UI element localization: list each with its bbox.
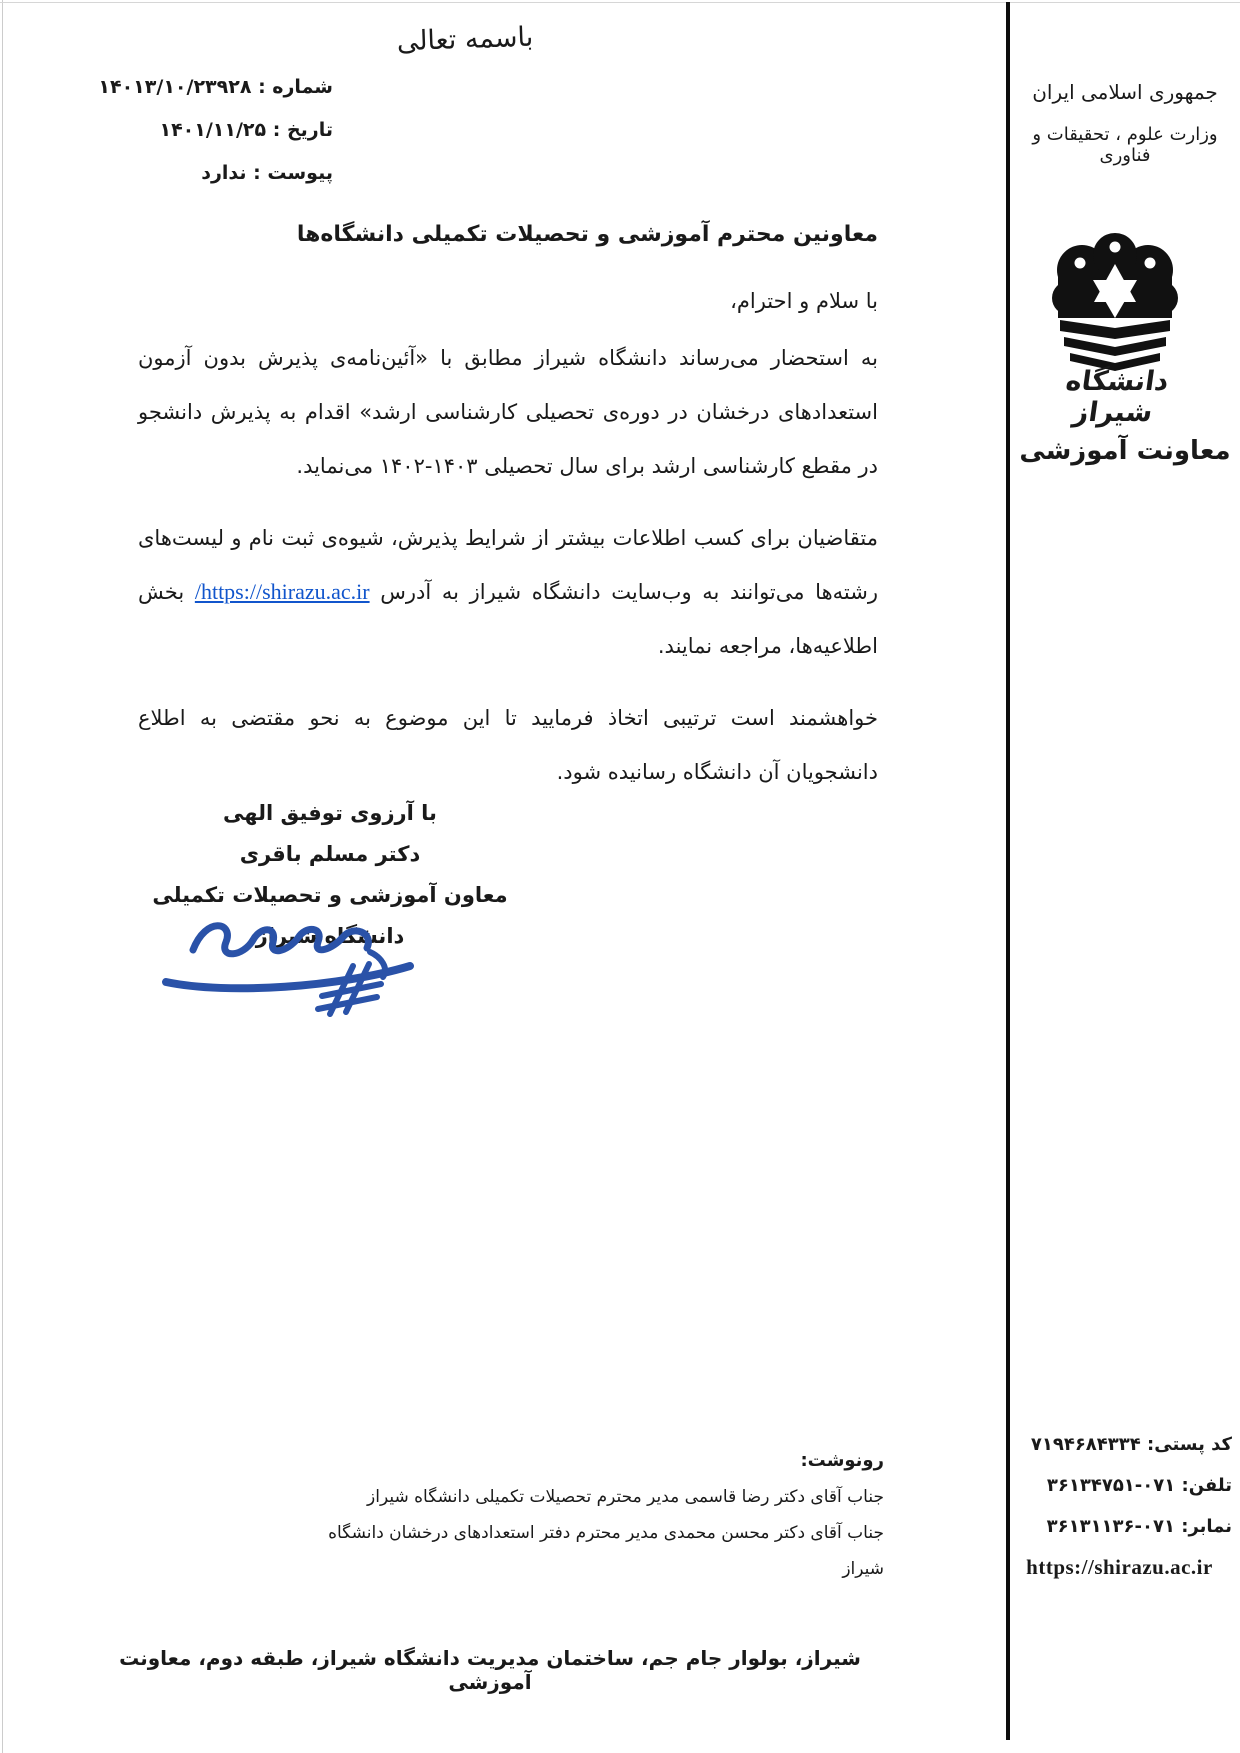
paragraph-announcement: به استحضار می‌رساند دانشگاه شیراز مطابق با «آئین‌نامه‌ی پذیرش بدون آزمون استعدادهای درخشان در دوره‌ی تحصیلی کارشناسی ارشد» اقدام به پذیرش دانشجو در مقطع کارشناسی ارشد برای سال تحصیلی ۱۴۰۳-۱۴۰۲ می‌نماید. — [138, 346, 878, 478]
fax-label: نمابر: — [1181, 1516, 1232, 1537]
letter-date-row — [93, 109, 333, 152]
fax-row — [1007, 1506, 1232, 1547]
postal-code-label: کد پستی: — [1147, 1434, 1232, 1455]
university-logo — [1032, 218, 1198, 428]
letter-number-value: ۱۴۰۱۳/۱۰/۲۳۹۲۸ — [98, 76, 252, 98]
letter-attachment-row — [93, 152, 333, 195]
postal-code-value: ۷۱۹۴۶۸۴۳۳۴ — [1030, 1434, 1141, 1455]
phone-row — [1007, 1465, 1232, 1506]
page-edge-left — [2, 0, 3, 1753]
letter-attachment-value: ندارد — [201, 162, 247, 184]
cc-label: رونوشت: — [800, 1450, 884, 1471]
contact-block — [1007, 1424, 1232, 1588]
website-url-text: https://shirazu.ac.ir — [1026, 1555, 1213, 1579]
page-edge-top — [0, 2, 1240, 3]
paragraph-website-text-before: متقاضیان برای کسب اطلاعات بیشتر از شرایط پذیرش، شیوه‌ی ثبت نام و لیست‌های رشته‌ها می‌توانند به وب‌سایت دانشگاه شیراز به آدرس — [138, 526, 878, 604]
cc-item: جناب آقای دکتر رضا قاسمی مدیر محترم تحصیلات تکمیلی دانشگاه شیراز — [367, 1487, 884, 1507]
cc-item: جناب آقای دکتر محسن محمدی مدیر محترم دفتر استعدادهای درخشان دانشگاه شیراز — [328, 1523, 884, 1579]
letter-body — [138, 222, 878, 799]
letter-date-value: ۱۴۰۱/۱۱/۲۵ — [159, 119, 267, 141]
letter-meta-block — [93, 66, 333, 195]
letterhead-country: جمهوری اسلامی ایران — [1032, 80, 1218, 104]
phone-value: ۰۷۱-۳۶۱۳۴۷۵۱ — [1046, 1475, 1176, 1496]
postal-code-row — [1007, 1424, 1232, 1465]
cc-block — [324, 1443, 884, 1587]
letter-date-label: تاریخ : — [272, 119, 333, 141]
letterhead-ministry: وزارت علوم ، تحقیقات و فناوری — [1032, 124, 1218, 166]
letter-number-row — [93, 66, 333, 109]
phone-label: تلفن: — [1181, 1475, 1232, 1496]
signature-wish-line: با آرزوی توفیق الهی — [223, 801, 437, 825]
signatory-title-line2: دانشگاه شیراز — [255, 924, 405, 948]
fax-value: ۰۷۱-۳۶۱۳۱۱۳۶ — [1046, 1516, 1175, 1537]
paragraph-request: خواهشمند است ترتیبی اتخاذ فرمایید تا این موضوع به نحو مقتضی به اطلاع دانشجویان آن دانشگاه رسانیده شود. — [138, 706, 878, 784]
paragraph-website-text-after: بخش اطلاعیه‌ها، مراجعه نمایند. — [138, 580, 878, 658]
paragraph-website-info — [138, 511, 878, 673]
recipient-heading: معاونین محترم آموزشی و تحصیلات تکمیلی دانشگاه‌ها — [296, 222, 878, 247]
signatory-name: دکتر مسلم باقری — [239, 842, 421, 866]
letterhead-department: معاونت آموزشی — [1019, 436, 1231, 466]
handwritten-signature-icon — [148, 898, 448, 1018]
footer-address: شیراز، بولوار جام جم، ساختمان مدیریت دانشگاه شیراز، طبقه دوم، معاونت آموزشی — [119, 1646, 861, 1694]
university-emblem-icon — [1040, 218, 1190, 376]
signatory-title-line1: معاون آموزشی و تحصیلات تکمیلی — [152, 883, 508, 907]
bismillah-calligraphy: باسمه تعالی — [396, 21, 534, 58]
letter-number-label: شماره : — [258, 76, 333, 98]
letter-attachment-label: پیوست : — [253, 162, 333, 184]
university-logo-calligraphy: دانشگاه شیراز — [1063, 366, 1171, 428]
shirazu-website-link[interactable]: /https://shirazu.ac.ir — [194, 579, 370, 604]
salutation-line: با سلام و احترام، — [730, 289, 878, 313]
